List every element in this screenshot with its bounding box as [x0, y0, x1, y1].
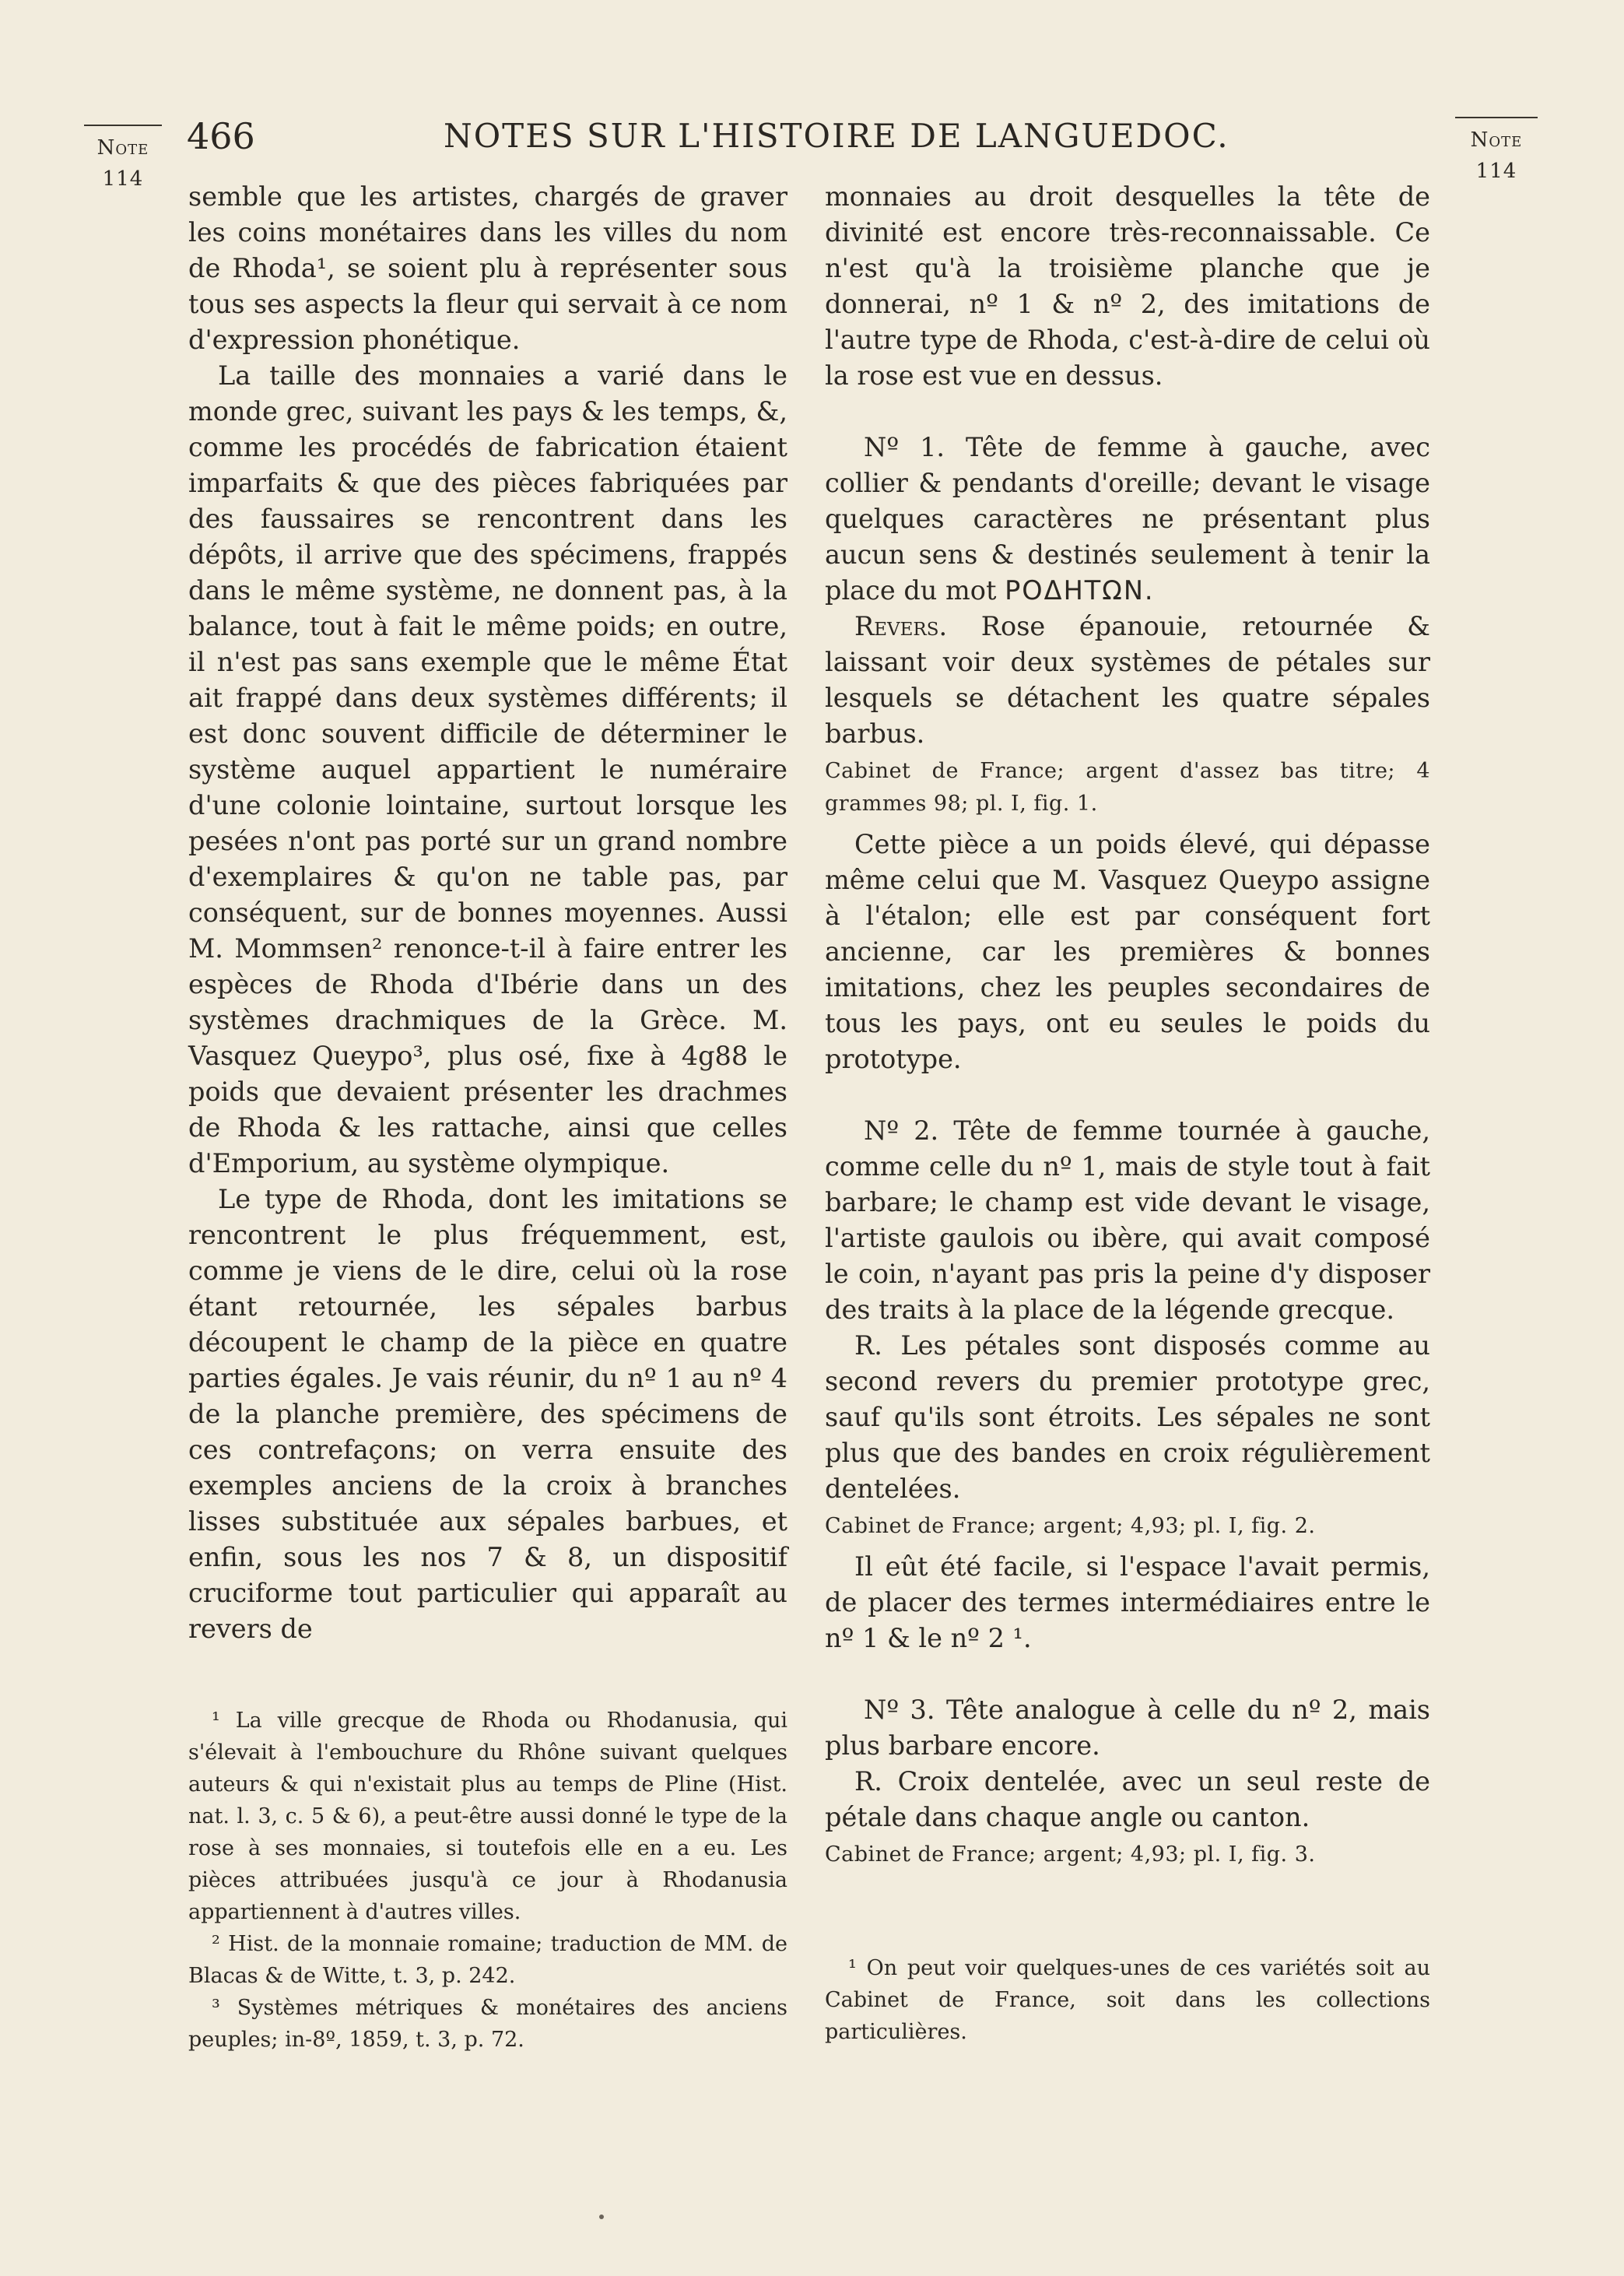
footnote: ³ Systèmes métriques & monétaires des anciens peuples; in-8º, 1859, t. 3, p. 72.: [188, 1996, 787, 2052]
cabinet-reference: Cabinet de France; argent d'assez bas titre; 4 grammes 98; pl. I, fig. 1.: [825, 759, 1430, 816]
cabinet-reference: Cabinet de France; argent; 4,93; pl. I, fig. 2.: [825, 1514, 1316, 1538]
paragraph: Cette pièce a un poids élevé, qui dépasse même celui que M. Vasquez Queypo assigne à l'étalon; elle est par conséquent fort ancienne, car les premières & bonnes imitations, chez les peuples secondaires de tous les pays, ont eu seules le poids du prototype.: [825, 829, 1430, 1074]
reverse-description: [825, 609, 1430, 752]
footnotes-right: [825, 1952, 1430, 2048]
margin-note-right: [1455, 117, 1538, 187]
left-column: [188, 179, 787, 1647]
print-speck: [599, 2215, 604, 2219]
paragraph: La taille des monnaies a varié dans le monde grec, suivant les pays & les temps, &, comme les procédés de fabrication étaient imparfaits & que des pièces fabriquées par des faussaires se rencontrent dans les dépôts, il arrive que des spécimens, frappés dans le même système, ne donnent pas, à la balance, tout à fait le même poids; en outre, il n'est pas sans exemple que le même État ait frappé dans deux systèmes différents; il est donc souvent difficile de déterminer le système auquel appartient le numéraire d'une colonie lointaine, surtout lorsque les pesées n'ont pas porté sur un grand nombre d'exemplaires & qu'on ne table pas, par conséquent, sur de bonnes moyennes. Aussi M. Mommsen² renonce-t-il à faire entrer les espèces de Rhoda d'Ibérie dans un des systèmes drachmiques de la Grèce. M. Vasquez Queypo³, plus osé, fixe à 4g88 le poids que devaient présenter les drachmes de Rhoda & les rattache, ainsi que celles d'Emporium, au système olympique.: [188, 360, 787, 1178]
margin-rule: [84, 125, 162, 126]
footnote: ¹ On peut voir quelques-unes de ces variétés soit au Cabinet de France, soit dans les collections particulières.: [825, 1956, 1430, 2044]
reverse-description: [825, 1764, 1430, 1835]
margin-note-left: [84, 125, 162, 195]
margin-rule: [1455, 117, 1538, 118]
margin-note-label: Note: [96, 136, 149, 160]
margin-note-number: 114: [1475, 160, 1517, 183]
reverse-label: Revers.: [854, 611, 948, 641]
entry-text: Nº 1. Tête de femme à gauche, avec collier & pendants d'oreille; devant le visage quelques caractères ne présentant plus aucun sens & destinés seulement à tenir la place du mot: [825, 432, 1430, 606]
footnotes-left: [188, 1705, 787, 2056]
right-column: [825, 179, 1430, 1877]
paragraph: Le type de Rhoda, dont les imitations se rencontrent le plus fréquemment, est, comme je viens de le dire, celui où la rose étant retournée, les sépales barbus découpent le champ de la pièce en quatre parties égales. Je vais réunir, du nº 1 au nº 4 de la planche première, des spécimens de ces contrefaçons; on verra ensuite des exemples anciens de la croix à branches lisses substituée aux sépales barbues, et enfin, sous les nos 7 & 8, un dispositif cruciforme tout particulier qui apparaît au revers de: [188, 1184, 787, 1644]
running-head: NOTES SUR L'HISTOIRE DE LANGUEDOC.: [444, 117, 1229, 155]
paragraph: semble que les artistes, chargés de graver les coins monétaires dans les villes du nom de Rhoda¹, se soient plu à représenter sous tous ses aspects la fleur qui servait à ce nom d'expression phonétique.: [188, 181, 787, 355]
reverse-text: Croix dentelée, avec un seul reste de pétale dans chaque angle ou canton.: [825, 1766, 1430, 1832]
footnote: ¹ La ville grecque de Rhoda ou Rhodanusia, qui s'élevait à l'embouchure du Rhône suivant quelques auteurs & qui n'existait plus au temps de Pline (Hist. nat. l. 3, c. 5 & 6), a peut-être aussi donné le type de la rose à ses monnaies, si toutefois elle en a eu. Les pièces attribuées jusqu'à ce jour à Rhodanusia appartiennent à d'autres villes.: [188, 1709, 787, 1924]
reverse-text: Rose épanouie, retournée & laissant voir deux systèmes de pétales sur lesquels se détachent les quatre sépales barbus.: [825, 611, 1430, 749]
reverse-label: R.: [854, 1766, 882, 1797]
margin-note-number: 114: [102, 167, 144, 191]
paragraph: Il eût été facile, si l'espace l'avait permis, de placer des termes intermédiaires entre le nº 1 & le nº 2 ¹.: [825, 1551, 1430, 1653]
coin-entry-3: Nº 3. Tête analogue à celle du nº 2, mais plus barbare encore.: [825, 1695, 1430, 1761]
footnote: ² Hist. de la monnaie romaine; traduction de MM. de Blacas & de Witte, t. 3, p. 242.: [188, 1932, 787, 1988]
coin-entry-2: Nº 2. Tête de femme tournée à gauche, comme celle du nº 1, mais de style tout à fait barbare; le champ est vide devant le visage, l'artiste gaulois ou ibère, qui avait composé le coin, n'ayant pas pris la peine d'y disposer des traits à la place de la légende grecque.: [825, 1115, 1430, 1325]
reverse-text: Les pétales sont disposés comme au second revers du premier prototype grec, sauf qu'ils sont étroits. Les sépales ne sont plus que des bandes en croix régulièrement dentelées.: [825, 1330, 1430, 1504]
paragraph: monnaies au droit desquelles la tête de divinité est encore très-reconnaissable. Ce n'est qu'à la troisième planche que je donnerai, nº 1 & nº 2, des imitations de l'autre type de Rhoda, c'est-à-dire de celui où la rose est vue en dessus.: [825, 181, 1430, 391]
margin-note-label: Note: [1470, 128, 1523, 152]
reverse-description: [825, 1328, 1430, 1507]
page-number: 466: [187, 115, 255, 157]
reverse-label: R.: [854, 1330, 882, 1361]
coin-entry-1: [825, 430, 1430, 609]
cabinet-reference: Cabinet de France; argent; 4,93; pl. I, fig. 3.: [825, 1842, 1316, 1867]
greek-legend: ΡΟΔΗΤΩΝ.: [1005, 575, 1155, 606]
